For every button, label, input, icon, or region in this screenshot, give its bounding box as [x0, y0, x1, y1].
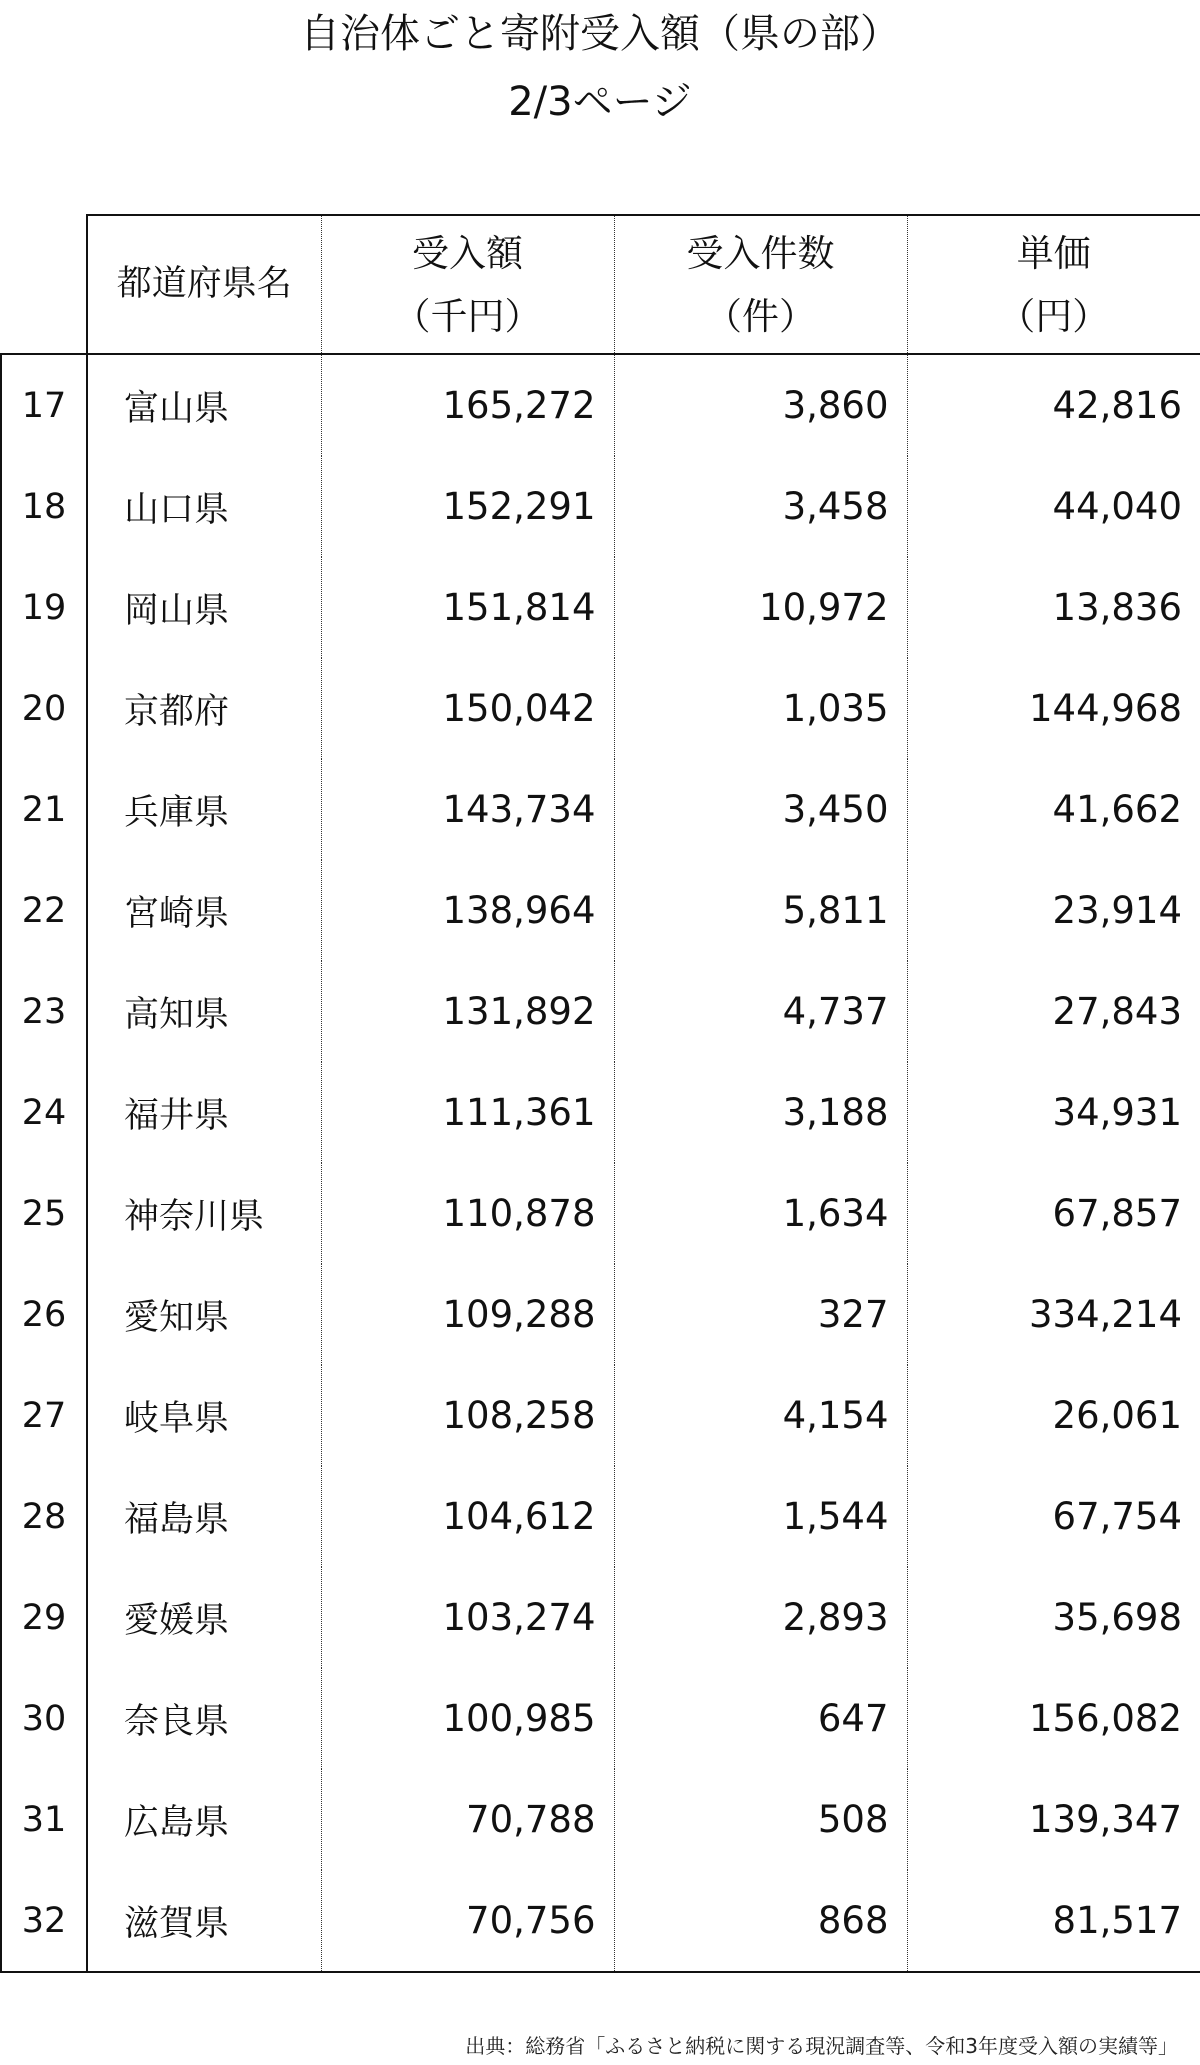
- source-note: 出典：総務省「ふるさと納税に関する現況調査等、令和3年度受入額の実績等」: [465, 2034, 1178, 2058]
- amount-cell: 165,272: [321, 354, 614, 456]
- rank-cell: 32: [1, 1870, 87, 1972]
- rank-cell: 21: [1, 759, 87, 860]
- rank-cell: 27: [1, 1365, 87, 1466]
- unit-price-cell: 23,914: [907, 860, 1200, 961]
- table-row: [1, 354, 1200, 456]
- rank-cell: 22: [1, 860, 87, 961]
- prefecture-name-cell: 高知県: [87, 961, 321, 1062]
- count-cell: 1,035: [614, 658, 907, 759]
- amount-cell: 143,734: [321, 759, 614, 860]
- table-row: [1, 1567, 1200, 1668]
- unit-price-cell: 156,082: [907, 1668, 1200, 1769]
- rank-cell: 23: [1, 961, 87, 1062]
- amount-cell: 70,756: [321, 1870, 614, 1972]
- unit-price-cell: 139,347: [907, 1769, 1200, 1870]
- unit-price-cell: 34,931: [907, 1062, 1200, 1163]
- prefecture-name-cell: 兵庫県: [87, 759, 321, 860]
- rank-cell: 30: [1, 1668, 87, 1769]
- unit-price-cell: 67,857: [907, 1163, 1200, 1264]
- amount-cell: 103,274: [321, 1567, 614, 1668]
- count-cell: 2,893: [614, 1567, 907, 1668]
- rank-cell: 25: [1, 1163, 87, 1264]
- count-cell: 10,972: [614, 557, 907, 658]
- count-cell: 327: [614, 1264, 907, 1365]
- prefecture-name-cell: 岐阜県: [87, 1365, 321, 1466]
- prefecture-header: 都道府県名: [87, 215, 321, 354]
- rank-cell: 31: [1, 1769, 87, 1870]
- rank-cell: 26: [1, 1264, 87, 1365]
- amount-header: [321, 215, 614, 354]
- count-cell: 4,737: [614, 961, 907, 1062]
- table-row: [1, 456, 1200, 557]
- amount-cell: 152,291: [321, 456, 614, 557]
- unit-price-cell: 67,754: [907, 1466, 1200, 1567]
- unit-price-cell: 334,214: [907, 1264, 1200, 1365]
- page-title: 自治体ごと寄附受入額（県の部）: [300, 11, 900, 57]
- unit-price-header-label: 単価: [1016, 231, 1091, 275]
- table-row: [1, 961, 1200, 1062]
- rank-cell: 29: [1, 1567, 87, 1668]
- rank-header: [1, 215, 87, 354]
- count-cell: 1,634: [614, 1163, 907, 1264]
- amount-cell: 100,985: [321, 1668, 614, 1769]
- unit-price-cell: 26,061: [907, 1365, 1200, 1466]
- prefecture-name-cell: 愛媛県: [87, 1567, 321, 1668]
- prefecture-name-cell: 神奈川県: [87, 1163, 321, 1264]
- table-header-row: [1, 215, 1200, 354]
- prefecture-name-cell: 富山県: [87, 354, 321, 456]
- prefecture-name-cell: 山口県: [87, 456, 321, 557]
- unit-price-header-unit: （円）: [998, 294, 1110, 338]
- table-row: [1, 1870, 1200, 1972]
- amount-cell: 111,361: [321, 1062, 614, 1163]
- unit-price-cell: 44,040: [907, 456, 1200, 557]
- count-cell: 3,458: [614, 456, 907, 557]
- table-row: [1, 1264, 1200, 1365]
- amount-cell: 150,042: [321, 658, 614, 759]
- table-body: [1, 354, 1200, 1972]
- rank-cell: 24: [1, 1062, 87, 1163]
- unit-price-cell: 81,517: [907, 1870, 1200, 1972]
- unit-price-cell: 35,698: [907, 1567, 1200, 1668]
- count-cell: 4,154: [614, 1365, 907, 1466]
- prefecture-name-cell: 奈良県: [87, 1668, 321, 1769]
- prefecture-name-cell: 広島県: [87, 1769, 321, 1870]
- table-row: [1, 860, 1200, 961]
- unit-price-cell: 42,816: [907, 354, 1200, 456]
- table-row: [1, 1668, 1200, 1769]
- amount-cell: 108,258: [321, 1365, 614, 1466]
- prefecture-name-cell: 福島県: [87, 1466, 321, 1567]
- prefecture-name-cell: 滋賀県: [87, 1870, 321, 1972]
- table-row: [1, 1466, 1200, 1567]
- amount-cell: 109,288: [321, 1264, 614, 1365]
- amount-cell: 104,612: [321, 1466, 614, 1567]
- count-cell: 647: [614, 1668, 907, 1769]
- page-indicator: 2/3ページ: [508, 79, 692, 125]
- amount-header-unit: （千円）: [393, 294, 542, 338]
- count-header-label: 受入件数: [686, 231, 835, 275]
- amount-header-label: 受入額: [412, 231, 523, 275]
- count-cell: 1,544: [614, 1466, 907, 1567]
- donation-table: [0, 214, 1200, 1973]
- count-header-unit: （件）: [705, 294, 816, 338]
- unit-price-cell: 13,836: [907, 557, 1200, 658]
- table-row: [1, 1062, 1200, 1163]
- count-cell: 868: [614, 1870, 907, 1972]
- amount-cell: 138,964: [321, 860, 614, 961]
- unit-price-cell: 144,968: [907, 658, 1200, 759]
- amount-cell: 70,788: [321, 1769, 614, 1870]
- count-cell: 3,188: [614, 1062, 907, 1163]
- table-row: [1, 658, 1200, 759]
- amount-cell: 110,878: [321, 1163, 614, 1264]
- count-cell: 3,450: [614, 759, 907, 860]
- prefecture-name-cell: 岡山県: [87, 557, 321, 658]
- amount-cell: 131,892: [321, 961, 614, 1062]
- unit-price-header: [907, 215, 1200, 354]
- rank-cell: 28: [1, 1466, 87, 1567]
- prefecture-name-cell: 宮崎県: [87, 860, 321, 961]
- table-row: [1, 1163, 1200, 1264]
- count-cell: 508: [614, 1769, 907, 1870]
- rank-cell: 20: [1, 658, 87, 759]
- count-cell: 3,860: [614, 354, 907, 456]
- unit-price-cell: 27,843: [907, 961, 1200, 1062]
- table-row: [1, 557, 1200, 658]
- prefecture-name-cell: 福井県: [87, 1062, 321, 1163]
- table-row: [1, 759, 1200, 860]
- rank-cell: 18: [1, 456, 87, 557]
- count-cell: 5,811: [614, 860, 907, 961]
- unit-price-cell: 41,662: [907, 759, 1200, 860]
- prefecture-name-cell: 愛知県: [87, 1264, 321, 1365]
- amount-cell: 151,814: [321, 557, 614, 658]
- table-row: [1, 1365, 1200, 1466]
- table-row: [1, 1769, 1200, 1870]
- rank-cell: 17: [1, 354, 87, 456]
- prefecture-name-cell: 京都府: [87, 658, 321, 759]
- rank-cell: 19: [1, 557, 87, 658]
- count-header: [614, 215, 907, 354]
